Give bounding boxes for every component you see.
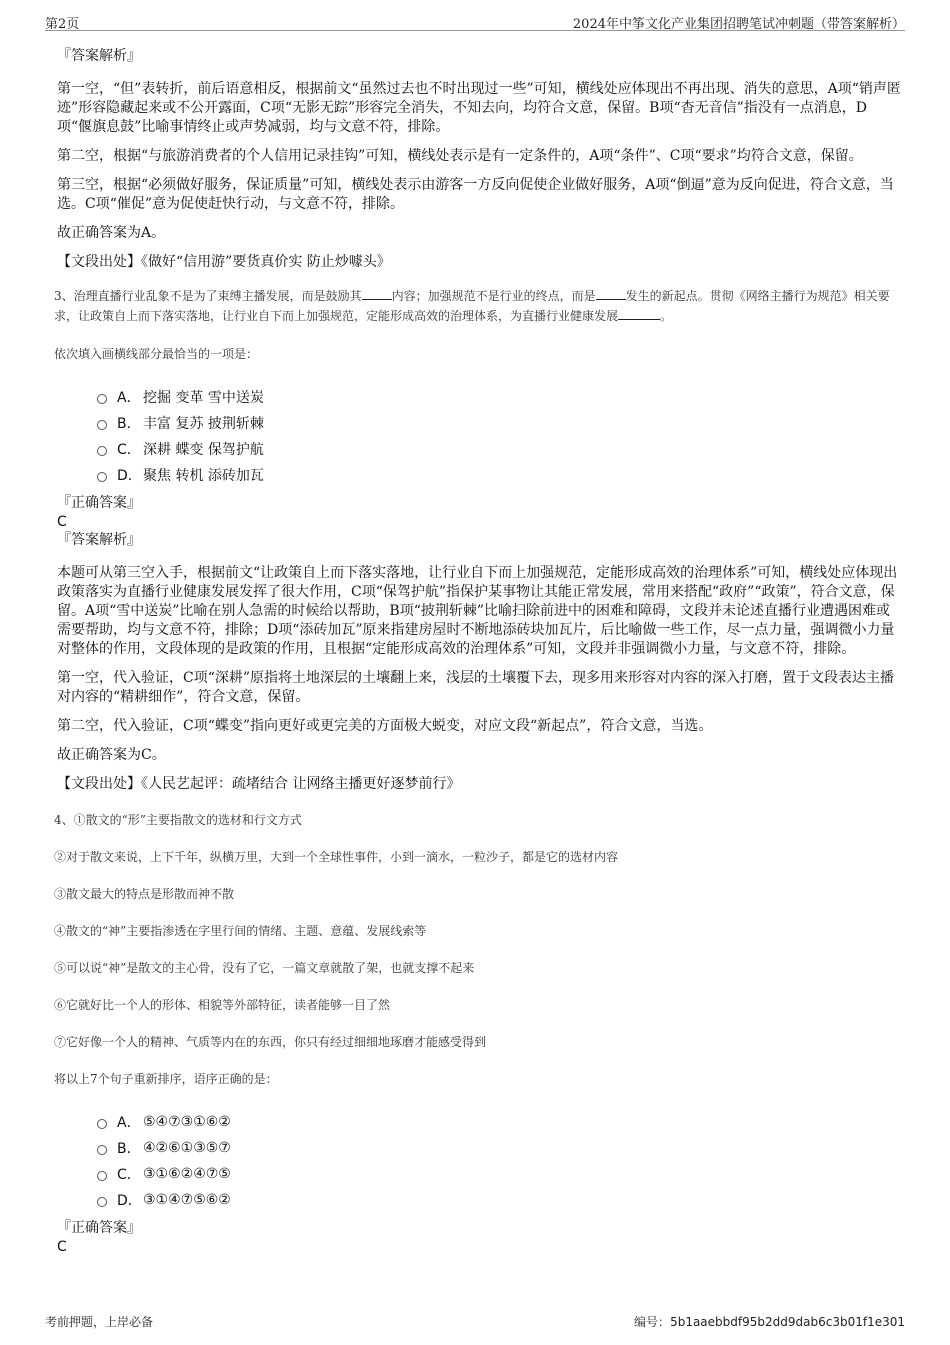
radio-icon[interactable] [97,446,107,456]
option-b[interactable]: B． ④②⑥①③⑤⑦ [97,1135,902,1161]
sentence-item: ③散文最大的特点是形散而神不散 [54,887,235,901]
analysis-conclusion: 故正确答案为A。 [57,225,166,241]
radio-icon[interactable] [97,420,107,430]
analysis-paragraph: 第三空，根据“必须做好服务，保证质量”可知，横线处表示由游客一方反向促使企业做好服务，A项“倒逼”意为反向促进，符合文意，当选。C项“催促”意为促使赶快行动，与文意不符，排除。 [57,177,894,212]
question-stem: 3、治理直播行业乱象不是为了束缚主播发展，而是鼓励其 内容；加强规范不是行业的终点，而是 发生的新起点。贯彻《网络主播行为规范》相关要求，让政策自上而下落实落地，让行业自下而上加强规范，定能形成高效的治理体系，为直播行业健康发展 。 [54,289,890,323]
analysis-conclusion: 故正确答案为C。 [57,747,166,763]
option-a[interactable]: A． 挖掘 变革 雪中送炭 [97,384,902,410]
sentence-item: ⑦它好像一个人的精神、气质等内在的东西，你只有经过细细地琢磨才能感受得到 [54,1035,487,1049]
correct-answer: C [57,1239,67,1255]
radio-icon[interactable] [97,1145,107,1155]
fill-blank [362,287,392,300]
option-d[interactable]: D． ③①④⑦⑤⑥② [97,1187,902,1213]
analysis-label: 『答案解析』 [57,48,141,64]
option-a[interactable]: A． ⑤④⑦③①⑥② [97,1109,902,1135]
answer-label: 『正确答案』 [57,495,141,511]
radio-icon[interactable] [97,1119,107,1129]
option-list [97,384,902,488]
source-citation: 【文段出处】《做好“信用游”要货真价实 防止炒噱头》 [57,254,391,270]
answer-label: 『正确答案』 [57,1220,141,1236]
question-instruction: 将以上7个句子重新排序，语序正确的是： [54,1072,278,1086]
footer-slogan: 考前押题，上岸必备 [45,1315,154,1329]
option-d[interactable]: D． 聚焦 转机 添砖加瓦 [97,462,902,488]
analysis-paragraph: 第一空，代入验证，C项“深耕”原指将土地深层的土壤翻上来，浅层的土壤覆下去，现多用来形容对内容的深入打磨，置于文段表达主播对内容的“精耕细作”，符合文意，保留。 [57,670,895,705]
analysis-paragraph: 第一空，“但”表转折，前后语意相反，根据前文“虽然过去也不时出现过一些”可知，横线处应体现出不再出现、消失的意思，A项“销声匿迹”形容隐藏起来或不公开露面，C项“无影无踪”形容完全消失，不知去向，均符合文意，保留。B项“杳无音信”指没有一点消息，D项“偃旗息鼓”比喻事情终止或声势减弱，均与文意不符，排除。 [57,81,901,135]
analysis-paragraph: 第二空，根据“与旅游消费者的个人信用记录挂钩”可知，横线处表示是有一定条件的，A项“条件”、C项“要求”均符合文意，保留。 [57,148,863,164]
option-c[interactable]: C． 深耕 蝶变 保驾护航 [97,436,902,462]
analysis-label: 『答案解析』 [57,532,141,548]
sentence-item: ⑥它就好比一个人的形体、相貌等外部特征，读者能够一目了然 [54,998,391,1012]
page-header [45,10,905,31]
document-title: 2024年中筝文化产业集团招聘笔试冲刺题（带答案解析） [572,17,905,32]
correct-answer: C [57,514,67,530]
document-code: 编号：5b1aaebbdf95b2dd9dab6c3b01f1e301 [634,1315,905,1329]
page-number: 第2页 [45,17,80,32]
option-b[interactable]: B． 丰富 复苏 披荆斩棘 [97,410,902,436]
radio-icon[interactable] [97,1197,107,1207]
question-instruction: 依次填入画横线部分最恰当的一项是： [54,347,259,361]
sentence-item: ④散文的“神”主要指渗透在字里行间的情绪、主题、意蕴、发展线索等 [54,924,427,938]
option-c[interactable]: C． ③①⑥②④⑦⑤ [97,1161,902,1187]
sentence-item: ⑤可以说“神”是散文的主心骨，没有了它，一篇文章就散了架，也就支撑不起来 [54,961,475,975]
page-footer [45,1313,905,1329]
analysis-paragraph: 第二空，代入验证，C项“蝶变”指向更好或更完美的方面极大蜕变，对应文段“新起点”，符合文意，当选。 [57,718,713,734]
radio-icon[interactable] [97,472,107,482]
source-citation: 【文段出处】《人民艺起评：疏堵结合 让网络主播更好逐梦前行》 [57,776,461,792]
radio-icon[interactable] [97,1171,107,1181]
sentence-item: ②对于散文来说，上下千年，纵横万里，大到一个全球性事件，小到一滴水，一粒沙子，都是它的选材内容 [54,850,619,864]
analysis-paragraph: 本题可从第三空入手，根据前文“让政策自上而下落实落地，让行业自下而上加强规范，定能形成高效的治理体系”可知，横线处应体现出政策落实为直播行业健康发展发挥了很大作用，C项“保驾护航”指保护某事物让其能正常发展，常用来搭配“政府”“政策”，符合文意，保留。A项“雪中送炭”比喻在别人急需的时候给以帮助，B项“披荆斩棘”比喻扫除前进中的困难和障碍，文段并未论述直播行业遭遇困难或需要帮助，均与文意不符，排除；D项“添砖加瓦”原来指建房屋时不断地添砖块加瓦片，后比喻做一些工作，尽一点力量，强调微小力量对整体的作用，文段体现的是政策的作用，且根据“定能形成高效的治理体系”可知，文段并非强调微小力量，与文意不符，排除。 [57,565,898,657]
page-content [54,40,902,1256]
option-list [97,1109,902,1213]
sentence-item: 4、①散文的“形”主要指散文的选材和行文方式 [54,813,302,827]
radio-icon[interactable] [97,394,107,404]
fill-blank [596,287,626,300]
fill-blank [618,307,660,320]
